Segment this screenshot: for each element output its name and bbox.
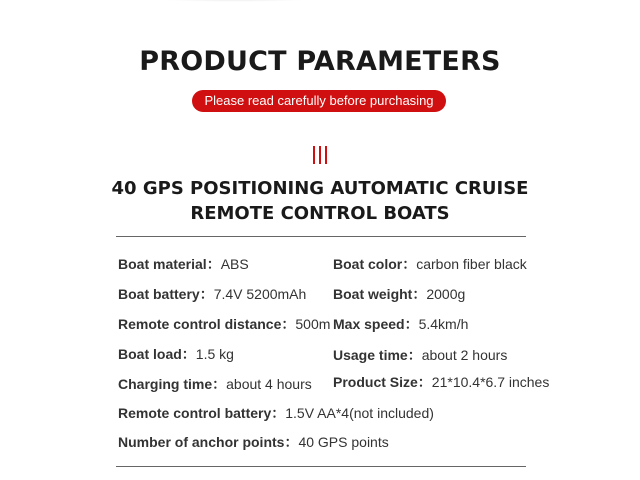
spec-value: 1.5V AA*4(not included) <box>285 405 434 421</box>
bottom-divider <box>116 466 526 467</box>
spec-label: Boat weight <box>333 286 413 302</box>
spec-label: Boat material <box>118 256 207 272</box>
spec-boat-material <box>118 255 249 273</box>
spec-boat-weight <box>333 285 465 303</box>
spec-value: about 4 hours <box>226 376 312 392</box>
spec-separator: ： <box>212 376 227 392</box>
spec-separator: ： <box>199 286 214 302</box>
spec-separator: ： <box>284 434 299 450</box>
spec-separator: ： <box>402 256 417 272</box>
spec-label: Charging time <box>118 376 213 392</box>
spec-value: ABS <box>220 256 249 272</box>
spec-separator: ： <box>417 374 432 390</box>
spec-label: Product Size <box>333 374 418 390</box>
spec-value: carbon fiber black <box>416 256 527 272</box>
bar-3 <box>325 146 327 164</box>
spec-label: Boat battery <box>118 286 200 302</box>
spec-usage-time <box>333 346 507 364</box>
spec-anchor-points <box>118 433 389 451</box>
spec-value: 2000g <box>426 286 466 302</box>
spec-charging-time <box>118 375 312 393</box>
spec-label: Usage time <box>333 347 408 363</box>
spec-value: 7.4V 5200mAh <box>213 286 307 302</box>
spec-separator: ： <box>407 347 422 363</box>
page-title: PRODUCT PARAMETERS <box>139 46 501 77</box>
bar-2 <box>319 146 321 164</box>
spec-separator: ： <box>281 316 296 332</box>
bar-1 <box>313 146 315 164</box>
spec-product-size <box>333 373 549 391</box>
spec-value: 40 GPS points <box>298 434 389 450</box>
spec-separator: ： <box>404 316 419 332</box>
spec-max-speed <box>333 315 468 333</box>
spec-boat-load <box>118 345 234 363</box>
spec-label: Remote control distance <box>118 316 282 332</box>
spec-separator: ： <box>271 405 286 421</box>
spec-separator: ： <box>206 256 221 272</box>
spec-value: 500m <box>295 316 331 332</box>
spec-value: 21*10.4*6.7 inches <box>431 374 550 390</box>
spec-label: Boat load <box>118 346 182 362</box>
spec-label: Number of anchor points <box>118 434 285 450</box>
notice-badge: Please read carefully before purchasing <box>192 90 446 112</box>
top-shadow-decoration <box>150 0 320 2</box>
spec-remote-battery <box>118 404 434 422</box>
spec-boat-color <box>333 255 527 273</box>
spec-label: Max speed <box>333 316 405 332</box>
spec-label: Remote control battery <box>118 405 272 421</box>
spec-remote-distance <box>118 315 330 333</box>
triple-bar-icon <box>313 146 327 164</box>
spec-separator: ： <box>412 286 427 302</box>
product-title-line-2: REMOTE CONTROL BOATS <box>190 203 450 224</box>
spec-value: 1.5 kg <box>195 346 234 362</box>
product-title <box>0 176 640 226</box>
spec-value: 5.4km/h <box>418 316 469 332</box>
product-title-line-1: 40 GPS POSITIONING AUTOMATIC CRUISE <box>111 178 529 199</box>
spec-label: Boat color <box>333 256 403 272</box>
top-divider <box>116 236 526 237</box>
spec-value: about 2 hours <box>421 347 508 363</box>
spec-boat-battery <box>118 285 306 303</box>
spec-separator: ： <box>181 346 196 362</box>
